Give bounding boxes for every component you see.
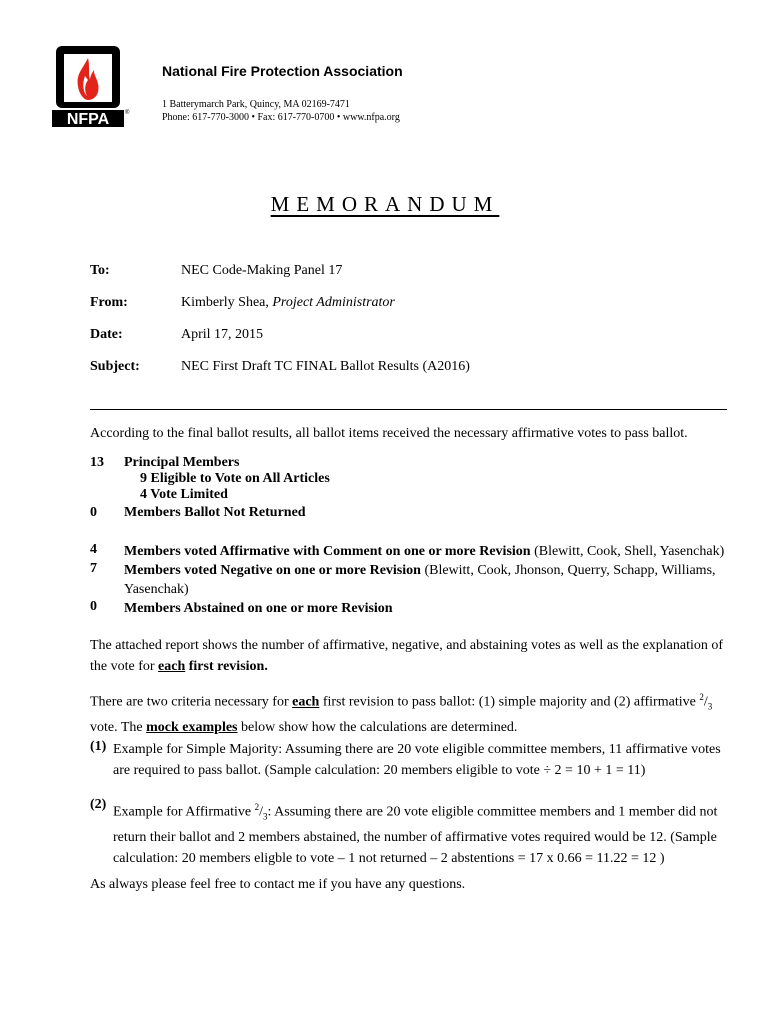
from-role: Project Administrator — [272, 295, 395, 310]
affirm-names: (Blewitt, Cook, Shell, Yasenchak) — [530, 544, 725, 559]
fraction-denominator: 3 — [707, 701, 713, 712]
report-each: each — [158, 659, 186, 674]
principal-block — [124, 455, 730, 503]
abstain-label: Members Abstained on one or more Revision — [124, 601, 393, 616]
to-value: NEC Code-Making Panel 17 — [181, 263, 343, 278]
principal-count: 13 — [90, 455, 104, 470]
affirm-count: 4 — [90, 542, 97, 557]
neg-line — [124, 561, 730, 599]
from-name: Kimberly Shea, — [181, 295, 273, 310]
memo-title: MEMORANDUM — [270, 192, 500, 216]
neg-count: 7 — [90, 561, 97, 576]
intro-paragraph: According to the final ballot results, all ballot items received the necessary affirmative votes to pass ballot. — [90, 426, 688, 441]
subject-value: NEC First Draft TC FINAL Ballot Results (A2016) — [181, 359, 470, 374]
example-2-text: Example for Affirmative $^2/_3$: Assuming there are 20 vote eligible committee members and 1 member did not return their ballot and 2 members abstained, the number of affirmative votes required would be 12. (Sample calculation: 20 members eligble to vote – 1 not returned – 2 abstentions = 17 x 0.66 = 11.22 = 12 ) — [113, 802, 718, 867]
criteria-paragraph: There are two criteria necessary for each first revision to pass ballot: (1) simple majority and (2) affirmative $^2/_3$ vote. The mock examples below show how the calculations are determined. — [90, 692, 713, 736]
affirm-label: Members voted Affirmative with Comment on one or more Revision — [124, 544, 531, 559]
date-value: April 17, 2015 — [181, 327, 264, 342]
affirm-line — [124, 542, 730, 561]
to-label: To: — [90, 263, 110, 278]
limited-line: 4 Vote Limited — [140, 487, 228, 502]
neg-label: Members voted Negative on one or more Revision — [124, 563, 421, 578]
subject-label: Subject: — [90, 359, 140, 374]
from-value — [181, 295, 395, 311]
eligible-line: 9 Eligible to Vote on All Articles — [140, 471, 330, 486]
not-returned-label: Members Ballot Not Returned — [124, 505, 306, 520]
date-label: Date: — [90, 327, 123, 342]
abstain-count: 0 — [90, 599, 97, 614]
closing-paragraph: As always please feel free to contact me if you have any questions. — [90, 877, 466, 892]
report-paragraph: The attached report shows the number of affirmative, negative, and abstaining votes as well as the explanation of the vote for each first revision. — [90, 638, 724, 674]
criteria-each: each — [292, 694, 320, 710]
org-address: 1 Batterymarch Park, Quincy, MA 02169-7471 — [162, 99, 350, 110]
svg-text:®: ® — [125, 110, 130, 116]
from-label: From: — [90, 295, 128, 310]
not-returned-count: 0 — [90, 505, 97, 520]
principal-label: Principal Members — [124, 455, 240, 470]
nfpa-logo — [52, 46, 130, 128]
mock-examples: mock examples — [146, 720, 238, 736]
org-name: National Fire Protection Association — [162, 63, 403, 79]
example-2-number: (2) — [90, 797, 107, 812]
example-1-number: (1) — [90, 739, 107, 754]
logo-wordmark: NFPA — [66, 111, 110, 128]
header-divider — [90, 409, 727, 410]
neg-names: (Blewitt, Cook, Jhonson, Querry, Schapp, Williams, Yasenchak) — [124, 563, 716, 597]
org-contact: Phone: 617-770-3000 • Fax: 617-770-0700 • www.nfpa.org — [162, 112, 400, 123]
fraction-numerator: 2 — [699, 692, 704, 702]
example-1-text: Example for Simple Majority: Assuming there are 20 vote eligible committee members, 11 affirmative votes are required to pass ballot. (Sample calculation: 20 members eligible to vote ÷ 2 = 10 + 1 = 11) — [113, 742, 721, 778]
